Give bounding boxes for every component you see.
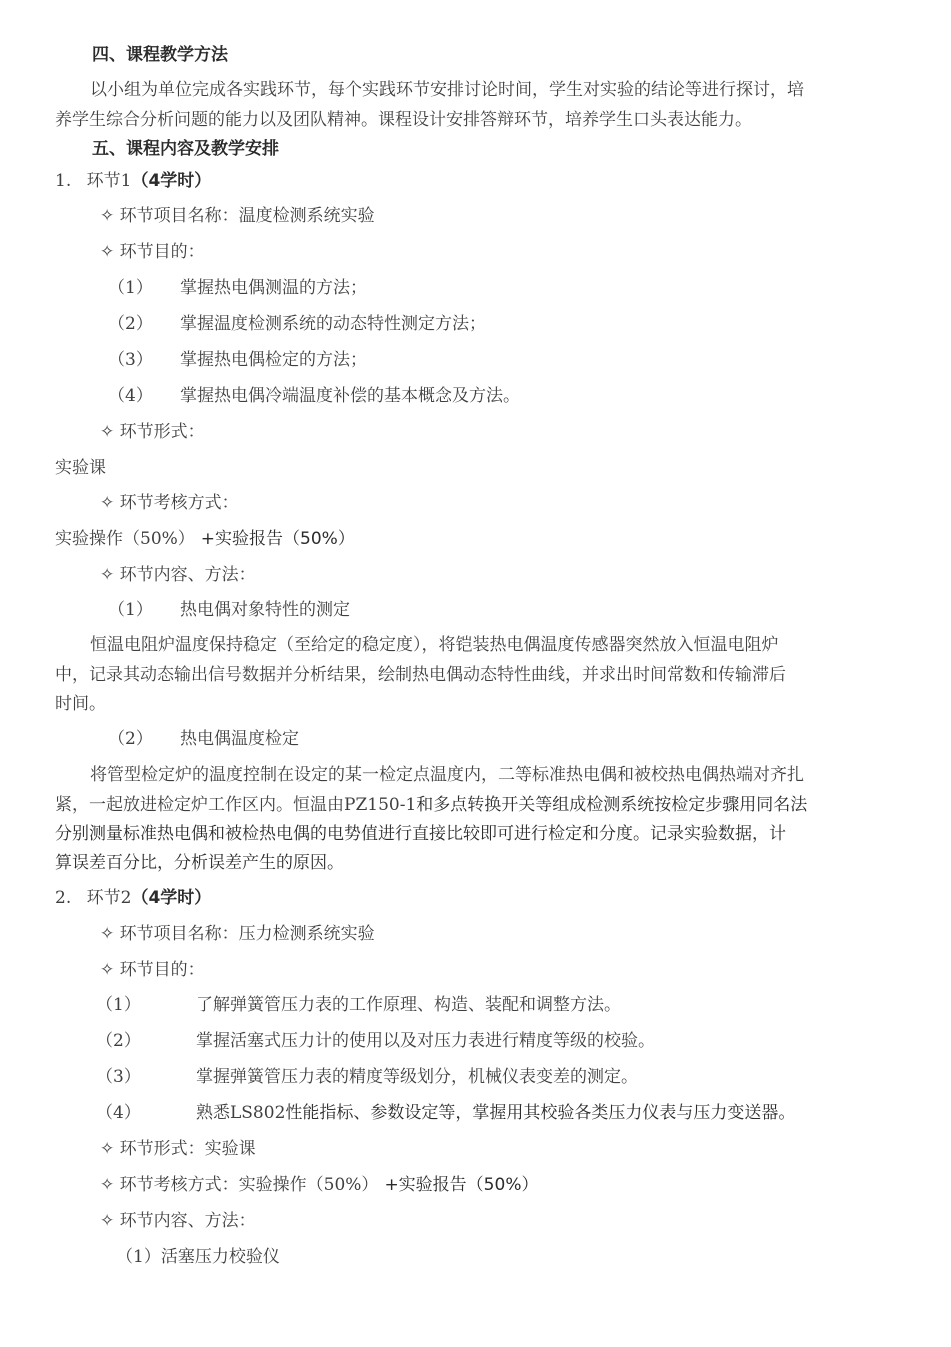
unit1-title-prefix: 环节1 bbox=[86, 171, 132, 191]
unit1-item1-title bbox=[108, 598, 350, 622]
goal-text: 掌握热电偶测温的方法； bbox=[180, 278, 367, 298]
unit2-item1: （1）活塞压力校验仪 bbox=[116, 1247, 280, 1267]
unit1-goal-label: ✧ 环节目的： bbox=[100, 242, 205, 262]
unit1-item1-desc-line3: 时间。 bbox=[55, 694, 106, 714]
unit1-number: 1. bbox=[55, 171, 72, 191]
unit1-goal-4 bbox=[108, 384, 520, 408]
goal-text: 掌握热电偶冷端温度补偿的基本概念及方法。 bbox=[180, 386, 520, 406]
unit2-title-hours: （4学时） bbox=[131, 888, 212, 908]
section4-heading: 四、课程教学方法 bbox=[92, 45, 228, 65]
unit1-item2-desc-line4: 算误差百分比，分析误差产生的原因。 bbox=[55, 853, 344, 873]
item-text: 热电偶对象特性的测定 bbox=[180, 600, 350, 620]
unit2-goal-4 bbox=[96, 1101, 795, 1125]
unit1-title-hours: （4学时） bbox=[131, 171, 212, 191]
desc-sans-part: 和多点转换开关等组成检测系统按检定步骤用同名法 bbox=[416, 795, 808, 815]
section4-paragraph-line2: 养学生综合分析问题的能力以及团队精神。课程设计安排答辩环节，培养学生口头表达能力。 bbox=[55, 110, 752, 130]
assess-report: +实验报告（50%） bbox=[384, 1175, 539, 1195]
item-text: 热电偶温度检定 bbox=[180, 729, 299, 749]
assess-operation: ✧ 环节考核方式：实验操作（50%） bbox=[100, 1175, 379, 1195]
assess-operation: 实验操作（50%） bbox=[55, 529, 195, 549]
goal-text-serif: 熟悉LS802 bbox=[196, 1103, 286, 1123]
unit1-form-label: ✧ 环节形式： bbox=[100, 422, 205, 442]
section5-heading: 五、课程内容及教学安排 bbox=[92, 139, 279, 159]
goal-number: （3） bbox=[108, 350, 153, 370]
unit2-goal-3 bbox=[96, 1065, 638, 1089]
unit2-goal-2 bbox=[96, 1029, 655, 1053]
unit2-assess bbox=[100, 1173, 538, 1197]
unit1-item2-desc-line2 bbox=[55, 793, 807, 817]
goal-text-sans: 性能指标、参数设定等，掌握用其校验各类压力仪表与压力变送器。 bbox=[285, 1103, 796, 1123]
unit1-item1-desc-line2: 中，记录其动态输出信号数据并分析结果，绘制热电偶动态特性曲线，并求出时间常数和传输滞后 bbox=[55, 665, 786, 685]
unit1-item2-desc-line1: 将管型检定炉的温度控制在设定的某一检定点温度内，二等标准热电偶和被校热电偶热端对齐扎 bbox=[90, 765, 804, 785]
unit2-title-prefix: 环节2 bbox=[86, 888, 132, 908]
unit2-goal-label: ✧ 环节目的： bbox=[100, 960, 205, 980]
unit1-goal-1 bbox=[108, 276, 367, 300]
unit1-item1-desc-line1: 恒温电阻炉温度保持稳定（至给定的稳定度），将铠装热电偶温度传感器突然放入恒温电阻炉 bbox=[90, 635, 779, 655]
desc-serif-part: 紧，一起放进检定炉工作区内。恒温由PZ150-1 bbox=[55, 795, 417, 815]
unit2-project-name: ✧ 环节项目名称：压力检测系统实验 bbox=[100, 924, 375, 944]
unit1-assess-value bbox=[55, 527, 355, 551]
unit2-number: 2. bbox=[55, 888, 72, 908]
unit2-title bbox=[55, 886, 211, 910]
goal-number: （3） bbox=[96, 1067, 141, 1087]
unit2-goal-1 bbox=[96, 993, 621, 1017]
goal-number: （4） bbox=[108, 386, 153, 406]
goal-number: （2） bbox=[96, 1031, 141, 1051]
unit1-project-name: ✧ 环节项目名称：温度检测系统实验 bbox=[100, 206, 375, 226]
unit2-content-label: ✧ 环节内容、方法： bbox=[100, 1211, 256, 1231]
goal-text: 掌握温度检测系统的动态特性测定方法； bbox=[180, 314, 486, 334]
unit2-form: ✧ 环节形式：实验课 bbox=[100, 1139, 256, 1159]
goal-number: （2） bbox=[108, 314, 153, 334]
item-number: （1） bbox=[108, 600, 153, 620]
unit1-item2-title bbox=[108, 727, 299, 751]
unit1-title bbox=[55, 169, 211, 193]
goal-number: （1） bbox=[96, 995, 141, 1015]
unit1-form-value: 实验课 bbox=[55, 458, 106, 478]
unit1-assess-label: ✧ 环节考核方式： bbox=[100, 493, 239, 513]
section4-paragraph-line1: 以小组为单位完成各实践环节，每个实践环节安排讨论时间，学生对实验的结论等进行探讨，培 bbox=[90, 80, 804, 100]
unit1-content-label: ✧ 环节内容、方法： bbox=[100, 565, 256, 585]
unit1-item2-desc-line3: 分别测量标准热电偶和被检热电偶的电势值进行直接比较即可进行检定和分度。记录实验数据，计 bbox=[55, 824, 786, 844]
unit1-goal-3 bbox=[108, 348, 367, 372]
assess-report: +实验报告（50%） bbox=[200, 529, 355, 549]
goal-text: 掌握活塞式压力计的使用以及对压力表进行精度等级的校验。 bbox=[196, 1031, 655, 1051]
item-number: （2） bbox=[108, 729, 153, 749]
goal-text: 掌握热电偶检定的方法； bbox=[180, 350, 367, 370]
unit1-goal-2 bbox=[108, 312, 486, 336]
goal-text: 了解弹簧管压力表的工作原理、构造、装配和调整方法。 bbox=[196, 995, 621, 1015]
goal-text: 掌握弹簧管压力表的精度等级划分，机械仪表变差的测定。 bbox=[196, 1067, 638, 1087]
goal-number: （4） bbox=[96, 1103, 141, 1123]
goal-number: （1） bbox=[108, 278, 153, 298]
